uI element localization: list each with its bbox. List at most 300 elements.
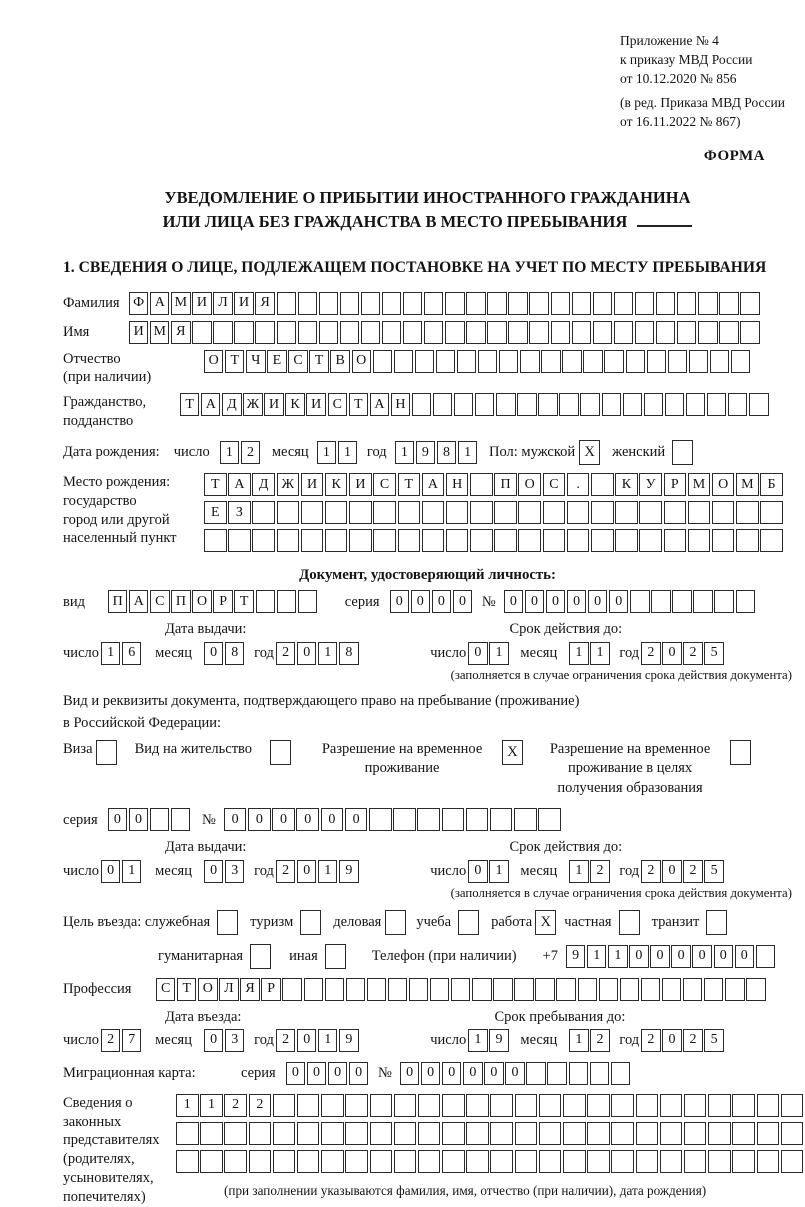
char-cell <box>740 321 759 344</box>
char-cell: 1 <box>176 1094 199 1117</box>
char-cell: 0 <box>328 1062 347 1085</box>
char-cell: С <box>156 978 175 1001</box>
char-cell: А <box>129 590 148 613</box>
char-cell <box>635 321 654 344</box>
birth-month-cells <box>317 441 359 464</box>
purpose-humanitarian-label: гуманитарная <box>158 947 244 964</box>
char-cell <box>693 590 712 613</box>
char-cell: 0 <box>345 808 368 831</box>
birthplace-label-l4: населенный пункт <box>63 530 177 547</box>
residence-doc-options <box>63 740 792 799</box>
entry-date-head: Дата въезда: <box>165 1008 242 1025</box>
char-cell <box>599 978 618 1001</box>
profession-row <box>63 978 792 1001</box>
residence-doc-line2: в Российской Федерации: <box>63 714 222 731</box>
stay-day-cells <box>468 1029 510 1052</box>
char-cell <box>398 501 421 524</box>
char-cell <box>551 292 570 315</box>
char-cell: О <box>204 350 223 373</box>
month-label: месяц <box>155 1032 192 1049</box>
char-cell <box>689 350 708 373</box>
purpose-study-checkbox <box>458 910 479 935</box>
surname-row <box>63 292 792 315</box>
appendix-line: Приложение № 4 <box>620 33 719 48</box>
stay-until-head: Срок пребывания до: <box>494 1008 626 1025</box>
char-cell <box>587 1094 610 1117</box>
char-cell <box>572 321 591 344</box>
char-cell <box>559 393 578 416</box>
purpose-work-label: работа <box>491 913 533 930</box>
char-cell: Я <box>171 321 190 344</box>
char-cell <box>668 350 687 373</box>
char-cell: В <box>330 350 349 373</box>
month-label: месяц <box>271 444 309 461</box>
revision-line: от 16.11.2022 № 867) <box>620 113 741 129</box>
series-label: серия <box>344 593 380 610</box>
year-label: год <box>254 1032 274 1049</box>
temp-residence-edu-option <box>537 740 751 799</box>
char-cell <box>325 529 348 552</box>
char-cell: 2 <box>276 860 295 883</box>
char-cell: Р <box>261 978 280 1001</box>
char-cell <box>493 978 512 1001</box>
day-label: число <box>63 863 99 879</box>
char-cell <box>321 1094 344 1117</box>
birthplace-block <box>63 473 792 557</box>
char-cell: 7 <box>122 1029 141 1052</box>
char-cell <box>704 978 723 1001</box>
representatives-block <box>63 1094 792 1207</box>
temp-residence-checkbox: X <box>502 740 523 765</box>
purpose-other-checkbox <box>325 944 346 969</box>
char-cell <box>746 978 765 1001</box>
sex-female-checkbox <box>672 440 693 465</box>
char-cell <box>664 529 687 552</box>
purpose-private-checkbox <box>619 910 640 935</box>
char-cell <box>732 1094 755 1117</box>
char-cell: К <box>285 393 304 416</box>
char-cell <box>213 321 232 344</box>
char-cell <box>325 501 348 524</box>
char-cell: Е <box>204 501 227 524</box>
char-cell <box>728 393 747 416</box>
char-cell <box>466 321 485 344</box>
char-cell <box>200 1122 223 1145</box>
char-cell: 2 <box>241 441 260 464</box>
char-cell: М <box>171 292 190 315</box>
char-cell <box>472 978 491 1001</box>
year-label: год <box>254 644 274 661</box>
day-label: число <box>430 1032 467 1049</box>
residence-series-row <box>63 808 792 831</box>
patronymic-label-l1: Отчество <box>63 350 121 367</box>
char-cell: 0 <box>546 590 565 613</box>
char-cell: Т <box>234 590 253 613</box>
blank-underline <box>637 225 692 227</box>
char-cell: А <box>228 473 251 496</box>
char-cell <box>349 501 372 524</box>
identity-valid-year-cells <box>641 642 725 665</box>
char-cell <box>277 321 296 344</box>
char-cell: 2 <box>224 1094 247 1117</box>
entry-date-heads <box>63 1008 792 1026</box>
char-cell: К <box>615 473 638 496</box>
profession-label: Профессия <box>63 980 132 997</box>
char-cell: 2 <box>641 1029 660 1052</box>
given-name-label: Имя <box>63 323 90 340</box>
char-cell <box>543 501 566 524</box>
char-cell <box>567 501 590 524</box>
char-cell: 8 <box>339 642 358 665</box>
char-cell <box>319 321 338 344</box>
char-cell <box>725 978 744 1001</box>
given-name-row <box>63 321 792 344</box>
char-cell <box>731 350 750 373</box>
birth-date-row <box>63 440 792 465</box>
citizenship-row <box>63 393 792 431</box>
char-cell <box>277 501 300 524</box>
issue-date-head: Дата выдачи: <box>165 839 247 856</box>
char-cell <box>394 1094 417 1117</box>
char-cell <box>526 1062 545 1085</box>
char-cell <box>567 529 590 552</box>
char-cell <box>639 529 662 552</box>
char-cell: 8 <box>437 441 456 464</box>
char-cell <box>319 292 338 315</box>
char-cell <box>422 529 445 552</box>
char-cell <box>781 1150 804 1173</box>
representatives-label-l3: представителях <box>63 1132 160 1149</box>
char-cell: 0 <box>484 1062 503 1085</box>
char-cell <box>515 1122 538 1145</box>
char-cell <box>781 1094 804 1117</box>
purpose-other-label: иная <box>289 947 318 964</box>
char-cell <box>394 350 413 373</box>
char-cell: П <box>494 473 517 496</box>
surname-label: Фамилия <box>63 294 120 311</box>
doc-kind-label: вид <box>63 593 85 610</box>
char-cell <box>273 1094 296 1117</box>
char-cell <box>563 1122 586 1145</box>
char-cell: 2 <box>641 860 660 883</box>
char-cell: С <box>373 473 396 496</box>
char-cell <box>712 529 735 552</box>
char-cell <box>647 350 666 373</box>
year-label: год <box>254 863 274 879</box>
char-cell <box>442 1122 465 1145</box>
char-cell: 0 <box>453 590 472 613</box>
char-cell <box>736 529 759 552</box>
char-cell: Н <box>391 393 410 416</box>
char-cell: 2 <box>249 1094 272 1117</box>
char-cell <box>591 501 614 524</box>
char-cell <box>708 1150 731 1173</box>
char-cell: Д <box>222 393 241 416</box>
stay-month-cells <box>569 1029 611 1052</box>
char-cell <box>273 1122 296 1145</box>
char-cell <box>256 590 275 613</box>
char-cell <box>593 321 612 344</box>
char-cell <box>409 978 428 1001</box>
char-cell <box>688 501 711 524</box>
char-cell <box>382 321 401 344</box>
char-cell <box>442 808 465 831</box>
char-cell <box>639 501 662 524</box>
char-cell <box>539 1122 562 1145</box>
char-cell <box>708 1122 731 1145</box>
char-cell <box>684 1122 707 1145</box>
char-cell: 0 <box>629 945 648 968</box>
temp-residence-label-l2: проживание <box>364 760 440 777</box>
purpose-transit-checkbox <box>706 910 727 935</box>
month-label: месяц <box>155 863 192 879</box>
char-cell <box>684 1094 707 1117</box>
identity-date-heads <box>63 620 792 638</box>
char-cell: И <box>129 321 148 344</box>
char-cell <box>301 501 324 524</box>
char-cell <box>538 808 561 831</box>
char-cell <box>249 1122 272 1145</box>
char-cell <box>277 529 300 552</box>
char-cell <box>636 1122 659 1145</box>
day-label: число <box>173 444 210 461</box>
char-cell <box>529 321 548 344</box>
char-cell <box>417 808 440 831</box>
char-cell <box>518 501 541 524</box>
representatives-label-l4: (родителях, <box>63 1151 135 1168</box>
char-cell <box>732 1122 755 1145</box>
citizenship-cells <box>180 393 770 416</box>
representatives-label-l2: законных <box>63 1113 122 1130</box>
char-cell <box>539 1094 562 1117</box>
char-cell <box>757 1150 780 1173</box>
residence-issue-day-cells <box>101 860 143 883</box>
char-cell: О <box>518 473 541 496</box>
day-label: число <box>430 644 467 661</box>
char-cell: 0 <box>525 590 544 613</box>
char-cell: Л <box>219 978 238 1001</box>
char-cell: 0 <box>504 590 523 613</box>
char-cell <box>234 321 253 344</box>
temp-residence-edu-label-l3: получения образования <box>557 779 703 796</box>
char-cell: М <box>736 473 759 496</box>
char-cell <box>562 350 581 373</box>
purpose-humanitarian-checkbox <box>250 944 271 969</box>
char-cell: 0 <box>204 1029 223 1052</box>
char-cell <box>252 529 275 552</box>
residence-number-cells <box>224 808 563 831</box>
char-cell: 0 <box>432 590 451 613</box>
char-cell <box>394 1150 417 1173</box>
char-cell <box>445 292 464 315</box>
char-cell <box>298 292 317 315</box>
char-cell: 2 <box>683 860 702 883</box>
char-cell <box>445 321 464 344</box>
char-cell: 0 <box>307 1062 326 1085</box>
char-cell <box>719 321 738 344</box>
entry-year-cells <box>276 1029 360 1052</box>
char-cell: 9 <box>566 945 585 968</box>
year-label: год <box>619 1032 640 1049</box>
char-cell <box>171 808 190 831</box>
temp-residence-edu-label <box>537 740 723 799</box>
char-cell: С <box>150 590 169 613</box>
residence-dates-row <box>63 860 792 883</box>
char-cell: Е <box>267 350 286 373</box>
purpose-work-checkbox: X <box>535 910 556 935</box>
valid-until-head: Срок действия до: <box>509 839 623 856</box>
char-cell <box>635 292 654 315</box>
char-cell <box>345 1094 368 1117</box>
char-cell <box>361 292 380 315</box>
char-cell: 0 <box>662 1029 681 1052</box>
char-cell: 1 <box>318 1029 337 1052</box>
patronymic-cells <box>204 350 752 373</box>
char-cell <box>224 1122 247 1145</box>
char-cell <box>273 1150 296 1173</box>
migration-card-row <box>63 1062 792 1085</box>
migration-number-cells <box>400 1062 632 1085</box>
char-cell: Ж <box>243 393 262 416</box>
char-cell: 1 <box>338 441 357 464</box>
purpose-row-2 <box>63 944 792 969</box>
char-cell: И <box>306 393 325 416</box>
char-cell <box>192 321 211 344</box>
char-cell: Т <box>225 350 244 373</box>
char-cell: 0 <box>321 808 344 831</box>
char-cell <box>466 1122 489 1145</box>
identity-issue-day-cells <box>101 642 143 665</box>
char-cell <box>651 590 670 613</box>
char-cell: 0 <box>411 590 430 613</box>
char-cell: 6 <box>122 642 141 665</box>
char-cell: 0 <box>468 642 487 665</box>
char-cell <box>623 393 642 416</box>
char-cell: 1 <box>468 1029 487 1052</box>
residence-permit-checkbox <box>270 740 291 765</box>
char-cell <box>340 292 359 315</box>
char-cell <box>487 292 506 315</box>
char-cell: 2 <box>101 1029 120 1052</box>
birthplace-row3-cells <box>204 529 785 552</box>
representatives-row3-cells <box>176 1150 805 1173</box>
char-cell <box>538 393 557 416</box>
migration-card-label: Миграционная карта: <box>63 1065 196 1082</box>
char-cell <box>547 1062 566 1085</box>
char-cell <box>454 393 473 416</box>
char-cell: 9 <box>416 441 435 464</box>
char-cell <box>515 1094 538 1117</box>
char-cell <box>683 978 702 1001</box>
char-cell <box>433 393 452 416</box>
profession-cells <box>156 978 767 1001</box>
representatives-note: (при заполнении указываются фамилия, имя, отчество (при наличии), дата рождения) <box>224 1182 707 1198</box>
char-cell <box>529 292 548 315</box>
char-cell <box>496 393 515 416</box>
char-cell <box>660 1094 683 1117</box>
char-cell <box>490 1150 513 1173</box>
char-cell: 1 <box>608 945 627 968</box>
char-cell <box>580 393 599 416</box>
char-cell <box>176 1150 199 1173</box>
month-label: месяц <box>520 863 558 879</box>
entry-dates-row <box>63 1029 792 1052</box>
char-cell <box>466 292 485 315</box>
char-cell <box>277 292 296 315</box>
char-cell: 0 <box>297 860 316 883</box>
birthplace-label-l1: Место рождения: <box>63 473 171 490</box>
char-cell: 2 <box>683 1029 702 1052</box>
char-cell <box>349 529 372 552</box>
char-cell <box>614 321 633 344</box>
char-cell <box>563 1094 586 1117</box>
char-cell: О <box>712 473 735 496</box>
char-cell <box>641 978 660 1001</box>
char-cell: 0 <box>129 808 148 831</box>
char-cell <box>470 501 493 524</box>
char-cell: И <box>349 473 372 496</box>
char-cell <box>781 1122 804 1145</box>
char-cell <box>490 1094 513 1117</box>
month-label: месяц <box>520 1032 558 1049</box>
char-cell <box>590 1062 609 1085</box>
char-cell <box>757 1094 780 1117</box>
char-cell <box>298 321 317 344</box>
representatives-label-l6: попечителях) <box>63 1188 146 1205</box>
char-cell <box>672 590 691 613</box>
char-cell <box>760 501 783 524</box>
char-cell: 2 <box>590 1029 609 1052</box>
char-cell: 1 <box>395 441 414 464</box>
char-cell <box>370 1122 393 1145</box>
appendix-line: от 10.12.2020 № 856 <box>620 70 737 86</box>
residence-date-heads <box>63 838 792 856</box>
char-cell: А <box>370 393 389 416</box>
char-cell <box>611 1122 634 1145</box>
surname-cells <box>129 292 761 315</box>
char-cell: 1 <box>318 860 337 883</box>
temp-residence-edu-label-l2: проживание в целях <box>567 760 693 777</box>
sex-male-checkbox: X <box>579 440 600 465</box>
char-cell <box>255 321 274 344</box>
birthplace-label-l3: город или другой <box>63 511 170 528</box>
char-cell: 1 <box>220 441 239 464</box>
day-label: число <box>63 644 99 661</box>
char-cell: 0 <box>463 1062 482 1085</box>
char-cell: 9 <box>489 1029 508 1052</box>
char-cell: 0 <box>671 945 690 968</box>
char-cell <box>515 1150 538 1173</box>
char-cell <box>719 292 738 315</box>
char-cell <box>578 978 597 1001</box>
char-cell <box>297 1150 320 1173</box>
char-cell <box>382 292 401 315</box>
representatives-row2-cells <box>176 1122 805 1145</box>
appendix-block <box>620 32 792 131</box>
char-cell <box>370 1094 393 1117</box>
char-cell <box>487 321 506 344</box>
temp-residence-edu-checkbox <box>730 740 751 765</box>
char-cell <box>446 529 469 552</box>
migration-series-cells <box>286 1062 370 1085</box>
char-cell <box>684 1150 707 1173</box>
char-cell <box>466 1150 489 1173</box>
birthplace-row1-cells <box>204 473 785 496</box>
birthplace-label-l2: государство <box>63 492 137 509</box>
entry-month-cells <box>204 1029 246 1052</box>
identity-doc-row <box>63 590 792 613</box>
birth-year-cells <box>395 441 479 464</box>
